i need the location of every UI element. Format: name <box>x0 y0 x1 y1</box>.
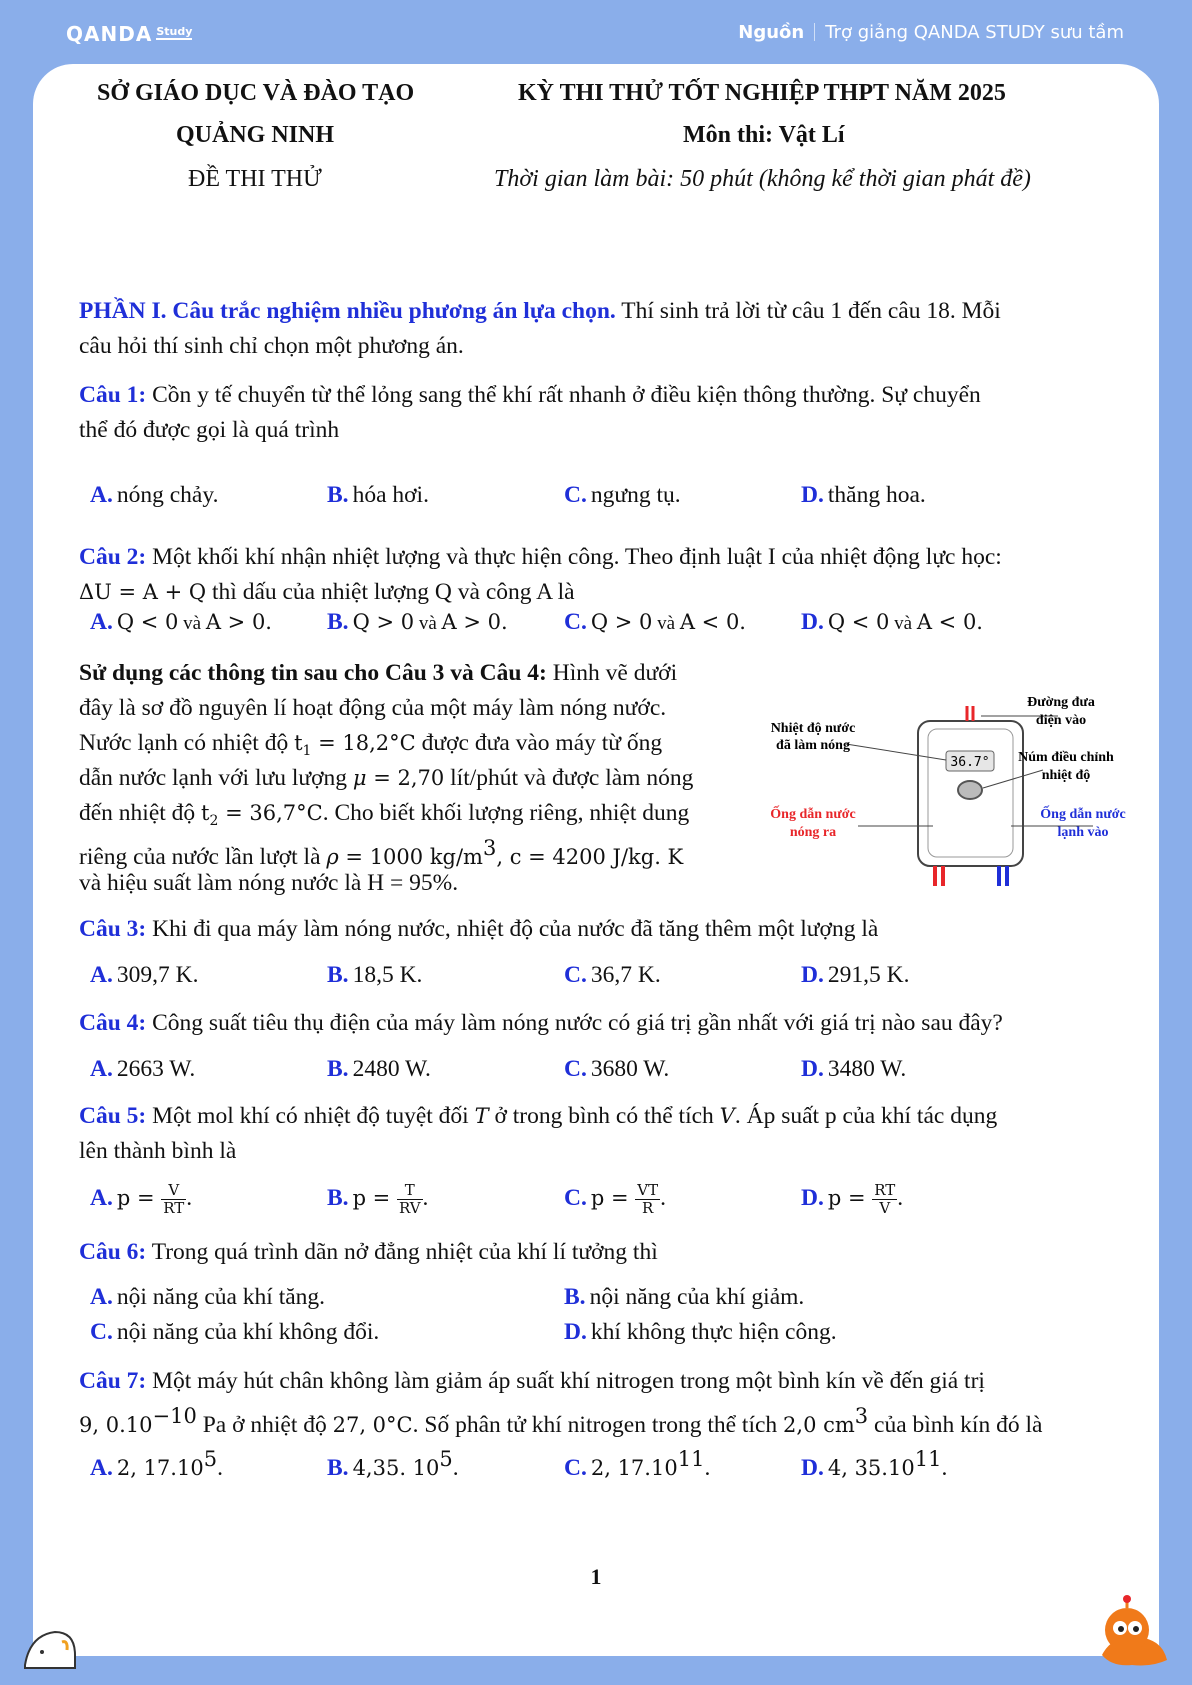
cat-mascot-icon <box>20 1620 80 1670</box>
q2-stem <box>79 540 1002 575</box>
period: . <box>941 1454 948 1481</box>
symbol-T: T <box>474 1104 489 1128</box>
q2-option-b <box>327 609 508 636</box>
q5-line2: lên thành bình là <box>79 1138 237 1164</box>
option-letter: C. <box>564 1454 587 1481</box>
q5-stem <box>79 1099 997 1134</box>
q3-stem <box>79 912 878 947</box>
q1-label: Câu 1: <box>79 382 147 408</box>
info-line1 <box>79 656 677 691</box>
t2-symbol: t <box>201 801 210 825</box>
info-text: riêng của nước lần lượt là <box>79 843 327 870</box>
q5-text: Một mol khí có nhiệt độ tuyệt đối <box>146 1103 475 1129</box>
qanda-logo <box>66 22 192 46</box>
denominator: V <box>879 1199 891 1217</box>
part1-intro <box>79 294 1001 329</box>
q2-line2-text: thì dấu của nhiệt lượng Q và công A là <box>206 579 575 605</box>
label-power: điện vào <box>1035 713 1087 728</box>
info-text: được đưa vào máy từ ống <box>415 730 663 756</box>
t1-value: = 18,2°C <box>311 731 416 755</box>
option-letter: D. <box>801 1056 824 1082</box>
q1-option-d <box>801 482 926 509</box>
q1-option-c <box>564 482 681 509</box>
option-and: và <box>178 613 206 634</box>
q4-option-d <box>801 1056 906 1083</box>
option-letter: B. <box>327 482 349 508</box>
q7-option-d <box>801 1447 947 1482</box>
option-letter: D. <box>801 1454 824 1481</box>
q6-option-c <box>90 1319 379 1346</box>
dept-name: SỞ GIÁO DỤC VÀ ĐÀO TẠO <box>97 80 415 106</box>
option-text: 309,7 K. <box>116 962 199 988</box>
denominator: R <box>642 1199 654 1217</box>
option-letter: D. <box>801 482 824 508</box>
doc-type: ĐỀ THI THỬ <box>188 166 322 192</box>
logo-text: QANDA <box>66 22 153 46</box>
label-hot-pipe: Ống dẫn nước <box>770 807 856 822</box>
top-bar <box>0 0 1192 64</box>
q4-label: Câu 4: <box>79 1010 147 1036</box>
q7-text: của bình kín đó là <box>868 1411 1043 1438</box>
option-text: 18,5 K. <box>352 962 423 988</box>
option-letter: B. <box>327 1184 349 1211</box>
q5-option-d <box>801 1182 903 1217</box>
option-letter: B. <box>564 1284 586 1310</box>
option-value: 4, 35.10 <box>827 1455 915 1480</box>
option-and: và <box>414 613 442 634</box>
option-letter: D. <box>801 609 824 635</box>
q6-text: Trong quá trình dãn nở đẳng nhiệt của khí lí tưởng thì <box>146 1239 658 1265</box>
option-text: 2663 W. <box>116 1056 196 1082</box>
exam-page <box>33 64 1159 1656</box>
numerator: RT <box>874 1181 896 1199</box>
option-part: A > 0. <box>205 610 272 634</box>
q4-option-c <box>564 1056 669 1083</box>
c-value: , c = 4200 J/kg. K <box>496 844 684 869</box>
option-text: 2480 W. <box>352 1056 431 1082</box>
q2-option-d <box>801 609 983 636</box>
q7-option-c <box>564 1447 710 1482</box>
q4-stem <box>79 1006 1003 1041</box>
q3-option-d <box>801 962 909 989</box>
q5-option-c <box>564 1182 666 1217</box>
period: . <box>186 1184 193 1211</box>
info-text: đến nhiệt độ <box>79 800 202 826</box>
q3-option-b <box>327 962 422 989</box>
option-exp: 11 <box>677 1447 705 1471</box>
option-part: Q < 0 <box>827 610 890 634</box>
q6-option-d <box>564 1319 837 1346</box>
option-letter: C. <box>90 1319 113 1345</box>
exam-title: KỲ THI THỬ TỐT NGHIỆP THPT NĂM 2025 <box>518 80 1006 106</box>
q2-formula: ΔU = A + Q <box>79 580 207 604</box>
q1-option-a <box>90 482 218 509</box>
q2-label: Câu 2: <box>79 544 147 570</box>
province-name: QUẢNG NINH <box>176 122 335 148</box>
t2-sub: 2 <box>209 813 219 830</box>
label-hot-temp: đã làm nóng <box>776 738 850 753</box>
label-knob: nhiệt độ <box>1041 768 1091 783</box>
option-part: Q > 0 <box>590 610 653 634</box>
label-power: Đường đưa <box>1027 695 1095 710</box>
option-value: 4,35. 10 <box>352 1455 440 1480</box>
t2-expr <box>201 801 323 830</box>
mu-value: = 2,70 <box>366 766 445 790</box>
numerator: T <box>397 1182 423 1200</box>
info-text: Nước lạnh có nhiệt độ <box>79 730 295 756</box>
formula-p: p = <box>116 1185 162 1210</box>
info-line4 <box>79 761 693 796</box>
subject: Môn thi: Vật Lí <box>683 122 845 148</box>
option-text: nóng chảy. <box>116 482 219 508</box>
rho-value: = 1000 kg/m <box>338 844 483 869</box>
q5-text: ở trong bình có thể tích <box>488 1103 720 1129</box>
option-part: A < 0. <box>916 610 983 634</box>
label-cold-pipe: lạnh vào <box>1057 825 1109 840</box>
option-exp: 5 <box>439 1447 453 1471</box>
option-text: 3480 W. <box>827 1056 907 1082</box>
part1-line2: câu hỏi thí sinh chỉ chọn một phương án. <box>79 333 464 359</box>
rho-exp: 3 <box>482 836 497 860</box>
fraction <box>397 1182 423 1217</box>
option-letter: A. <box>90 962 113 988</box>
period: . <box>897 1184 904 1211</box>
info-line7 <box>79 866 458 901</box>
q7-stem <box>79 1364 985 1399</box>
option-text: thăng hoa. <box>827 482 926 508</box>
option-letter: B. <box>327 962 349 988</box>
source-credit <box>738 22 1124 43</box>
option-letter: D. <box>801 962 824 988</box>
option-text: 3680 W. <box>590 1056 670 1082</box>
label-hot-pipe: nóng ra <box>789 825 837 840</box>
q5-label: Câu 5: <box>79 1103 147 1129</box>
q3-label: Câu 3: <box>79 916 147 942</box>
numerator: VT <box>637 1181 659 1199</box>
option-text: ngưng tụ. <box>590 482 681 508</box>
q4-option-b <box>327 1056 431 1083</box>
q2-option-c <box>564 609 746 636</box>
period: . <box>660 1184 666 1211</box>
option-letter: A. <box>90 1454 113 1481</box>
page-number: 1 <box>590 1564 602 1589</box>
source-text: Trợ giảng QANDA STUDY sưu tầm <box>825 22 1124 43</box>
option-exp: 5 <box>203 1447 218 1471</box>
q1-line2: thể đó được gọi là quá trình <box>79 417 340 443</box>
display-value: 36.7° <box>950 755 990 770</box>
denominator: RT <box>163 1199 185 1217</box>
formula-p: p = <box>827 1185 873 1210</box>
option-letter: B. <box>327 1056 349 1082</box>
option-text: nội năng của khí tăng. <box>116 1284 326 1310</box>
t1-expr <box>294 731 416 760</box>
period: . <box>452 1454 459 1481</box>
option-letter: C. <box>564 482 587 508</box>
option-letter: B. <box>327 609 349 635</box>
q2-option-a <box>90 609 272 636</box>
option-part: A < 0. <box>679 610 746 634</box>
temperature-value: 27, 0°C <box>332 1412 413 1437</box>
fraction <box>635 1182 660 1217</box>
h-value: H = 95%. <box>367 870 459 896</box>
label-cold-pipe: Ống dẫn nước <box>1040 807 1126 822</box>
option-letter: C. <box>564 609 587 635</box>
q1-option-b <box>327 482 429 509</box>
t1-sub: 1 <box>302 743 312 760</box>
q6-stem <box>79 1235 658 1270</box>
q1-stem <box>79 378 981 413</box>
period: . <box>704 1454 711 1481</box>
option-text: hóa hơi. <box>352 482 429 508</box>
period: . <box>422 1184 429 1211</box>
q7-option-a <box>90 1447 223 1482</box>
divider <box>814 23 815 41</box>
rho-symbol: ρ <box>326 844 339 869</box>
option-text: nội năng của khí giảm. <box>589 1284 805 1310</box>
option-letter: D. <box>801 1184 824 1211</box>
pressure-exp: −10 <box>152 1404 197 1428</box>
option-letter: A. <box>90 1284 113 1310</box>
option-value: 2, 17.10 <box>590 1455 678 1480</box>
fraction <box>872 1182 897 1217</box>
option-letter: C. <box>564 1056 587 1082</box>
q3-text: Khi đi qua máy làm nóng nước, nhiệt độ của nước đã tăng thêm một lượng là <box>146 916 879 942</box>
option-and: và <box>652 613 680 634</box>
q5-option-b <box>327 1182 428 1217</box>
option-letter: A. <box>90 609 113 635</box>
t2-value: = 36,7°C <box>218 801 323 825</box>
q7-line1: Một máy hút chân không làm giảm áp suất khí nitrogen trong một bình kín về đến giá trị <box>146 1368 985 1394</box>
option-letter: A. <box>90 1056 113 1082</box>
option-letter: C. <box>564 1184 587 1211</box>
q6-option-a <box>90 1284 325 1311</box>
q6-label: Câu 6: <box>79 1239 147 1265</box>
option-text: khí không thực hiện công. <box>590 1319 837 1345</box>
option-text: nội năng của khí không đổi. <box>116 1319 380 1345</box>
info-text: dẫn nước lạnh với lưu lượng <box>79 765 353 791</box>
info-text: Hình vẽ dưới <box>546 660 678 686</box>
source-label: Nguồn <box>738 22 805 43</box>
q1-line1: Cồn y tế chuyển từ thể lỏng sang thể khí rất nhanh ở điều kiện thông thường. Sự chuyển <box>146 382 981 408</box>
mu-symbol: μ <box>352 766 367 790</box>
part1-line1: Thí sinh trả lời từ câu 1 đến câu 18. Mỗi <box>615 298 1001 324</box>
volume-exp: 3 <box>854 1404 869 1428</box>
info-line2: đây là sơ đồ nguyên lí hoạt động của một máy làm nóng nước. <box>79 695 667 721</box>
formula-p: p = <box>352 1185 397 1210</box>
volume-value: 2,0 cm <box>783 1412 855 1437</box>
period: . <box>217 1454 223 1481</box>
q7-label: Câu 7: <box>79 1368 147 1394</box>
knob-icon <box>958 781 982 799</box>
q6-option-b <box>564 1284 804 1311</box>
info-text: và hiệu suất làm nóng nước là <box>79 870 368 896</box>
option-value: 2, 17.10 <box>116 1455 204 1480</box>
q4-option-a <box>90 1056 195 1083</box>
q2-line1: Một khối khí nhận nhiệt lượng và thực hiện công. Theo định luật I của nhiệt động lực học: <box>146 544 1002 570</box>
option-text: 291,5 K. <box>827 962 910 988</box>
option-exp: 11 <box>914 1447 942 1471</box>
water-heater-diagram <box>763 676 1133 916</box>
info-text: lít/phút và được làm nóng <box>444 765 694 791</box>
option-text: 36,7 K. <box>590 962 661 988</box>
label-hot-temp: Nhiệt độ nước <box>770 721 856 736</box>
info-text: . Cho biết khối lượng riêng, nhiệt dung <box>322 800 690 826</box>
q3-option-c <box>564 962 661 989</box>
option-part: Q > 0 <box>352 610 415 634</box>
q3-option-a <box>90 962 198 989</box>
q2-line2 <box>79 575 575 610</box>
qanda-mascot-icon <box>1092 1595 1172 1670</box>
info-label: Sử dụng các thông tin sau cho Câu 3 và Câu 4: <box>79 660 547 686</box>
q7-text: . Số phân tử khí nitrogen trong thể tích <box>412 1411 784 1438</box>
option-letter: A. <box>90 1184 113 1211</box>
denominator: RV <box>398 1199 421 1217</box>
label-knob: Núm điều chỉnh <box>1018 750 1114 765</box>
numerator: V <box>161 1182 186 1200</box>
symbol-V: V <box>719 1104 735 1128</box>
option-and: và <box>889 613 917 634</box>
pressure-value: 9, 0.10 <box>79 1412 153 1437</box>
option-letter: B. <box>327 1454 349 1481</box>
fraction <box>161 1182 186 1217</box>
option-letter: D. <box>564 1319 587 1345</box>
exam-time: Thời gian làm bài: 50 phút (không kể thời gian phát đề) <box>494 166 1031 192</box>
option-part: Q < 0 <box>116 610 179 634</box>
q5-option-a <box>90 1182 192 1217</box>
q7-line2 <box>79 1399 1042 1443</box>
q7-text: Pa ở nhiệt độ <box>196 1411 333 1438</box>
logo-sub: Study <box>156 25 193 38</box>
formula-p: p = <box>590 1185 636 1210</box>
option-letter: C. <box>564 962 587 988</box>
q5-text: . Áp suất p của khí tác dụng <box>734 1103 998 1129</box>
part1-title: PHẦN I. Câu trắc nghiệm nhiều phương án lựa chọn. <box>79 298 616 324</box>
t1-symbol: t <box>294 731 303 755</box>
q4-text: Công suất tiêu thụ điện của máy làm nóng nước có giá trị gần nhất với giá trị nào sau đây? <box>146 1010 1003 1036</box>
option-part: A > 0. <box>441 610 508 634</box>
q7-option-b <box>327 1447 459 1482</box>
option-letter: A. <box>90 482 113 508</box>
